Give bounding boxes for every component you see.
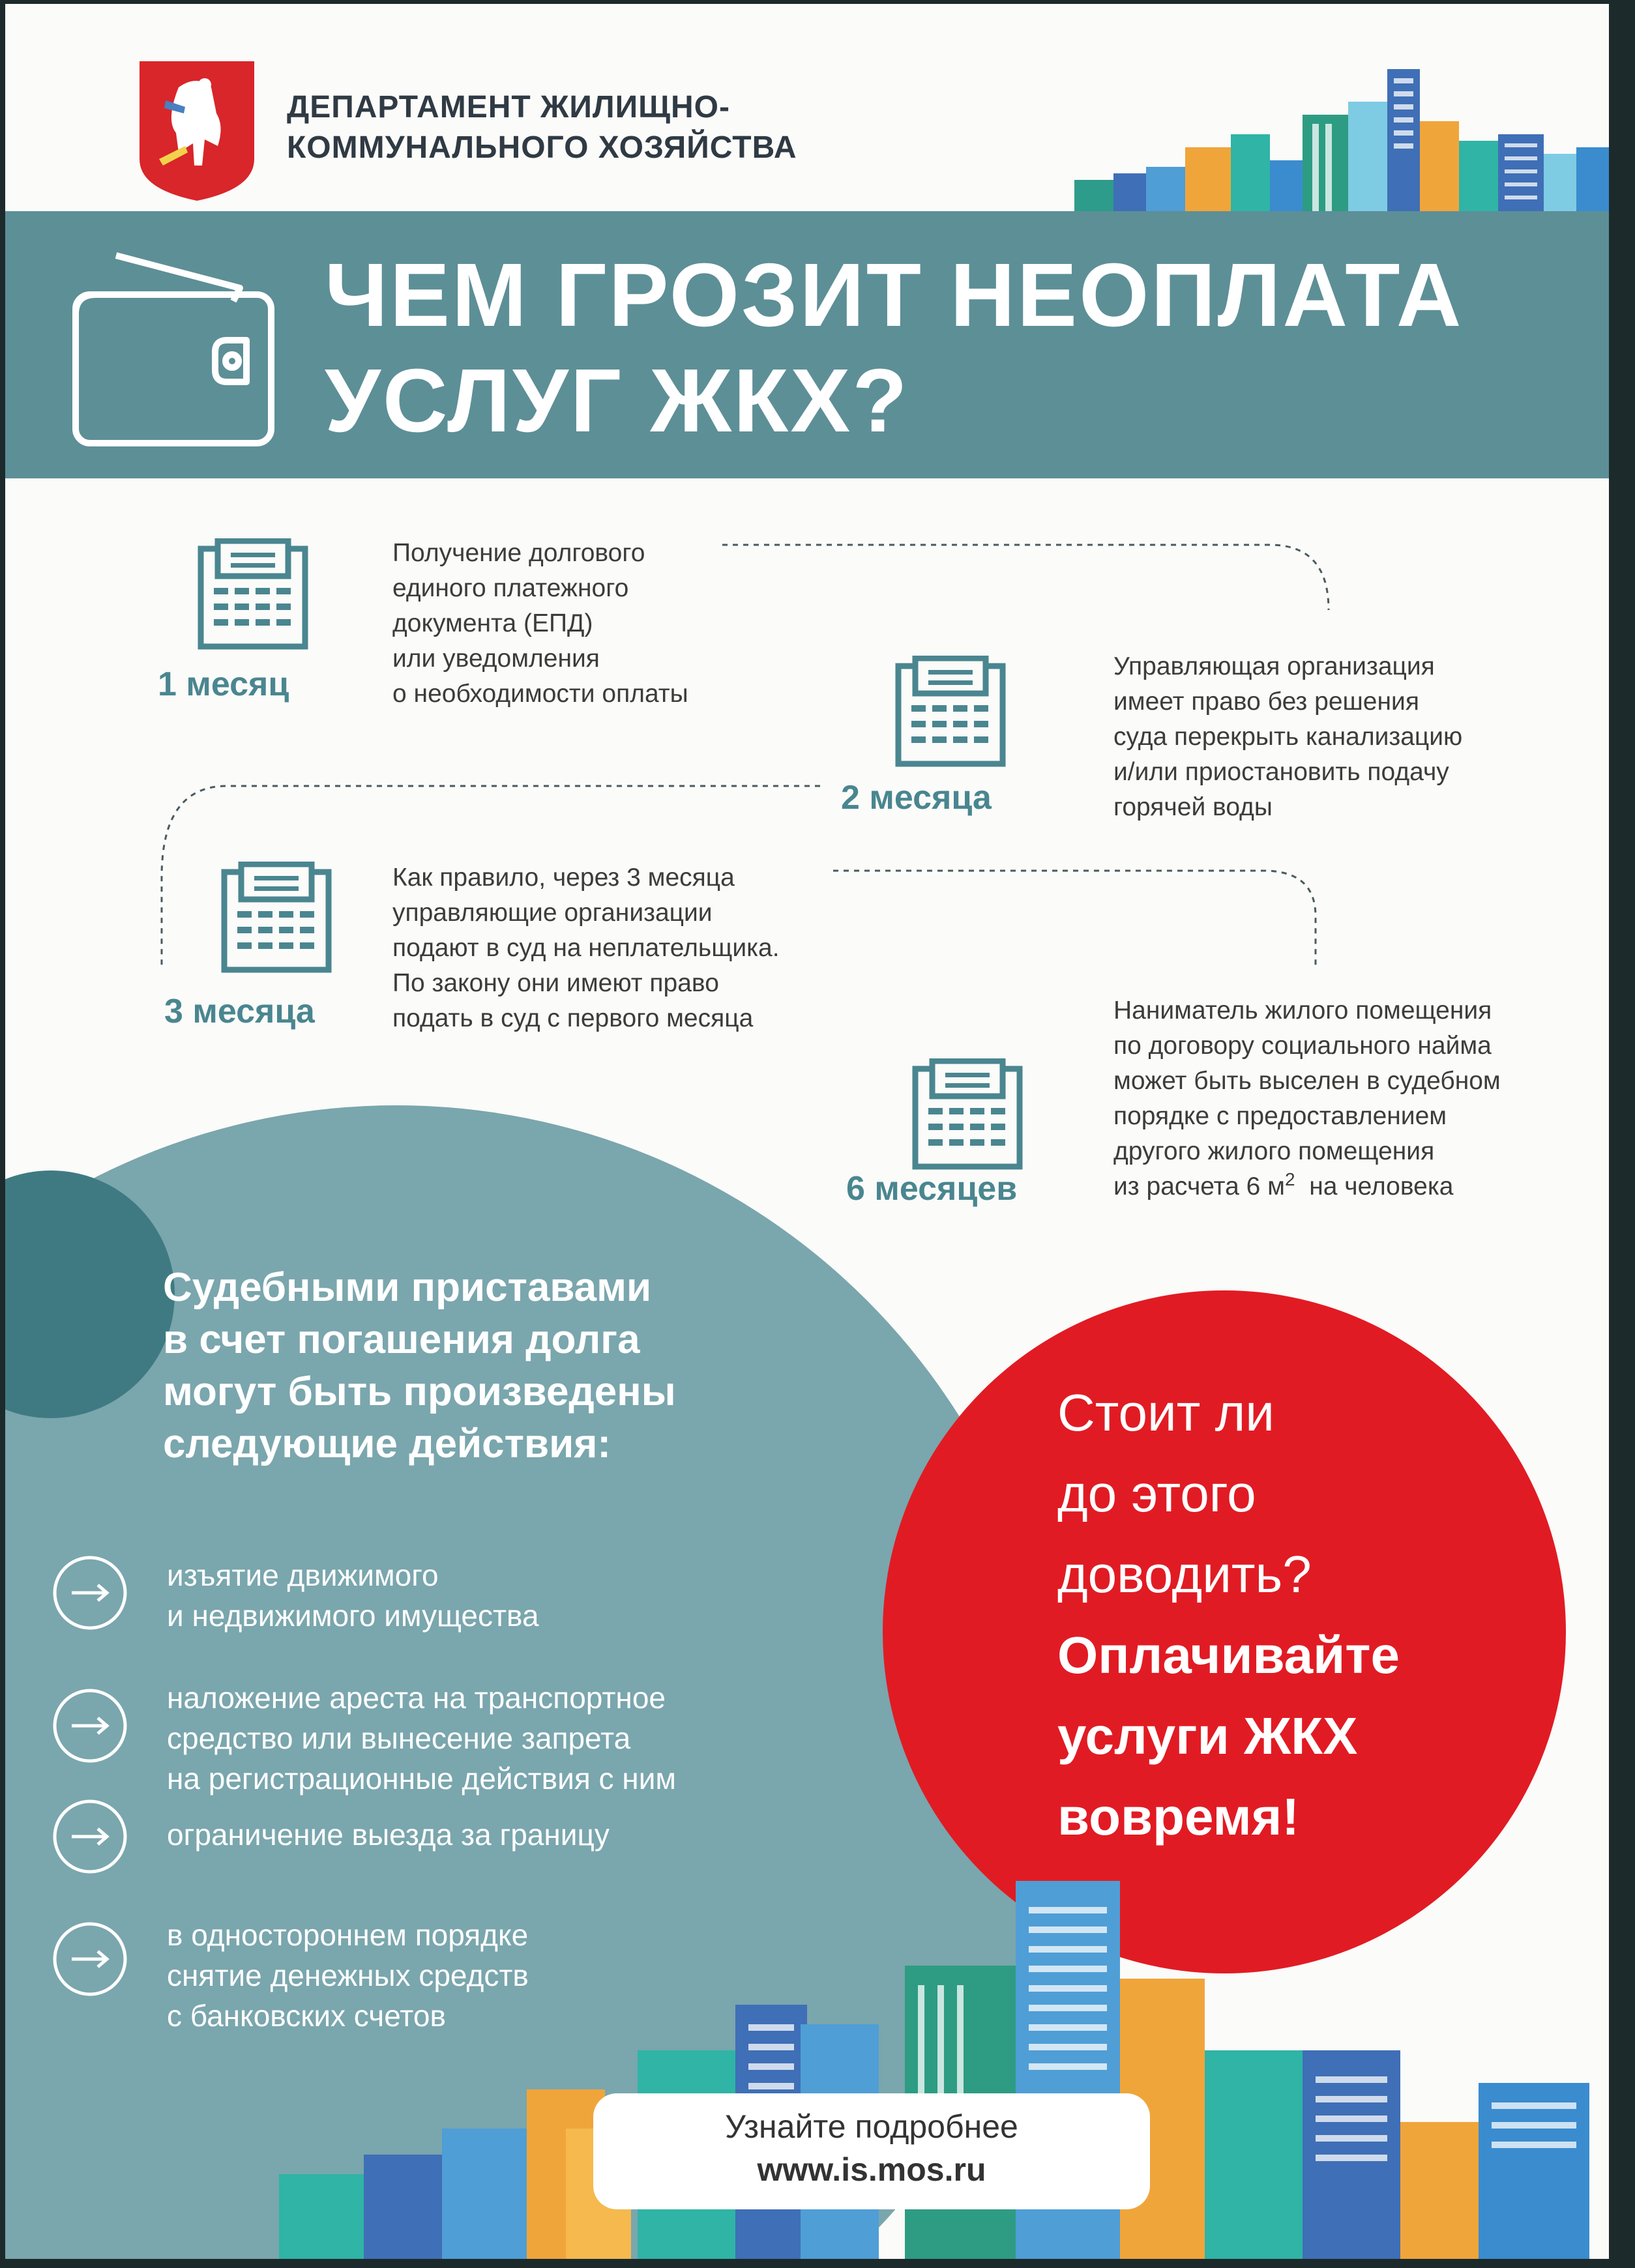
action-line: и недвижимого имущества: [167, 1599, 539, 1633]
department-line-2: КОММУНАЛЬНОГО ХОЗЯЙСТВА: [287, 130, 797, 165]
action-line: наложение ареста на транспортное: [167, 1681, 666, 1715]
action-line: ограничение выезда за границу: [167, 1818, 610, 1852]
period-6-months: 6 месяцев: [846, 1170, 1018, 1208]
description-line: подать в суд с первого месяца: [392, 1004, 754, 1032]
bailiff-heading-line: могут быть произведены: [163, 1369, 676, 1414]
action-text: [167, 1814, 610, 1855]
description-line: документа (ЕПД): [392, 609, 593, 637]
description-line: управляющие организации: [392, 899, 713, 927]
cta-bold-line: услуги ЖКХ: [1057, 1707, 1358, 1765]
action-line: в одностороннем порядке: [167, 1918, 529, 1952]
area-suffix: на человека: [1295, 1172, 1454, 1200]
action-line: снятие денежных средств: [167, 1958, 529, 1992]
description-line: горячей воды: [1113, 793, 1273, 821]
document-icon: [909, 1058, 1026, 1176]
description-line: Как правило, через 3 месяца: [392, 864, 735, 892]
action-line: на регистрационные действия с ним: [167, 1762, 677, 1796]
cta-question-line: Стоит ли: [1057, 1384, 1274, 1442]
cta-question-line: доводить?: [1057, 1545, 1312, 1603]
bailiff-action-item: [52, 1555, 834, 1685]
description-line: и/или приостановить подачу: [1113, 758, 1449, 786]
department-name: [287, 87, 797, 168]
cta-question-line: до этого: [1057, 1464, 1256, 1522]
website-link[interactable]: www.is.mos.ru: [757, 2151, 986, 2188]
period-2-months: 2 месяца: [841, 779, 992, 817]
description-line: порядке с предоставлением: [1113, 1102, 1447, 1130]
description-line: суда перекрыть канализацию: [1113, 723, 1463, 751]
area-prefix: из расчета 6 м: [1113, 1172, 1285, 1200]
cta-bold-line: вовремя!: [1057, 1788, 1299, 1846]
period-1-month: 1 месяц: [158, 665, 289, 703]
description-line: Наниматель жилого помещения: [1113, 996, 1492, 1025]
period-3-description: [392, 860, 888, 1036]
document-icon: [194, 538, 312, 656]
department-line-1: ДЕПАРТАМЕНТ ЖИЛИЩНО-: [287, 90, 730, 124]
description-line-area: [1113, 1169, 1609, 1204]
arrow-circle-icon: [52, 1688, 128, 1764]
call-to-action-text: [1057, 1373, 1400, 1857]
more-info-box: [593, 2093, 1150, 2209]
description-line: подают в суд на неплательщика.: [392, 934, 780, 962]
bailiff-action-item: [52, 1678, 834, 1808]
period-1-description: [392, 536, 888, 712]
title-line-2: УСЛУГ ЖКХ?: [325, 351, 909, 451]
document-icon: [892, 656, 1009, 773]
description-line: единого платежного: [392, 574, 629, 602]
bailiff-heading-line: Судебными приставами: [163, 1265, 652, 1310]
document-icon: [218, 862, 335, 979]
description-line: может быть выселен в судебном: [1113, 1067, 1501, 1095]
page-title: [325, 242, 1464, 454]
description-line: или уведомления: [392, 645, 600, 673]
arrow-circle-icon: [52, 1555, 128, 1631]
arrow-circle-icon: [52, 1799, 128, 1874]
moscow-coat-of-arms-icon: [140, 61, 254, 201]
square-superscript: 2: [1284, 1169, 1295, 1189]
period-2-description: [1113, 649, 1609, 825]
action-text: [167, 1555, 539, 1636]
description-line: Управляющая организация: [1113, 652, 1435, 680]
description-line: по договору социального найма: [1113, 1032, 1492, 1060]
description-line: Получение долгового: [392, 539, 645, 567]
description-line: По закону они имеют право: [392, 969, 719, 997]
wallet-icon: [70, 249, 286, 448]
action-text: [167, 1678, 676, 1799]
cta-bold-line: Оплачивайте: [1057, 1626, 1400, 1684]
period-3-months: 3 месяца: [164, 993, 315, 1030]
leaflet: [5, 4, 1609, 2259]
arrow-circle-icon: [52, 1921, 128, 1997]
bailiff-heading-line: в счет погашения долга: [163, 1317, 640, 1362]
bailiff-heading: [163, 1262, 815, 1470]
description-line: имеет право без решения: [1113, 688, 1419, 716]
description-line: о необходимости оплаты: [392, 680, 688, 708]
action-line: с банковских счетов: [167, 1999, 446, 2033]
skyline-top-illustration: [1068, 59, 1609, 225]
more-info-label: Узнайте подробнее: [725, 2108, 1018, 2145]
action-line: средство или вынесение запрета: [167, 1721, 631, 1755]
period-6-description: [1113, 993, 1609, 1204]
title-line-1: ЧЕМ ГРОЗИТ НЕОПЛАТА: [325, 245, 1464, 345]
bailiff-heading-line: следующие действия:: [163, 1421, 611, 1466]
action-line: изъятие движимого: [167, 1558, 439, 1592]
description-line: другого жилого помещения: [1113, 1137, 1435, 1165]
